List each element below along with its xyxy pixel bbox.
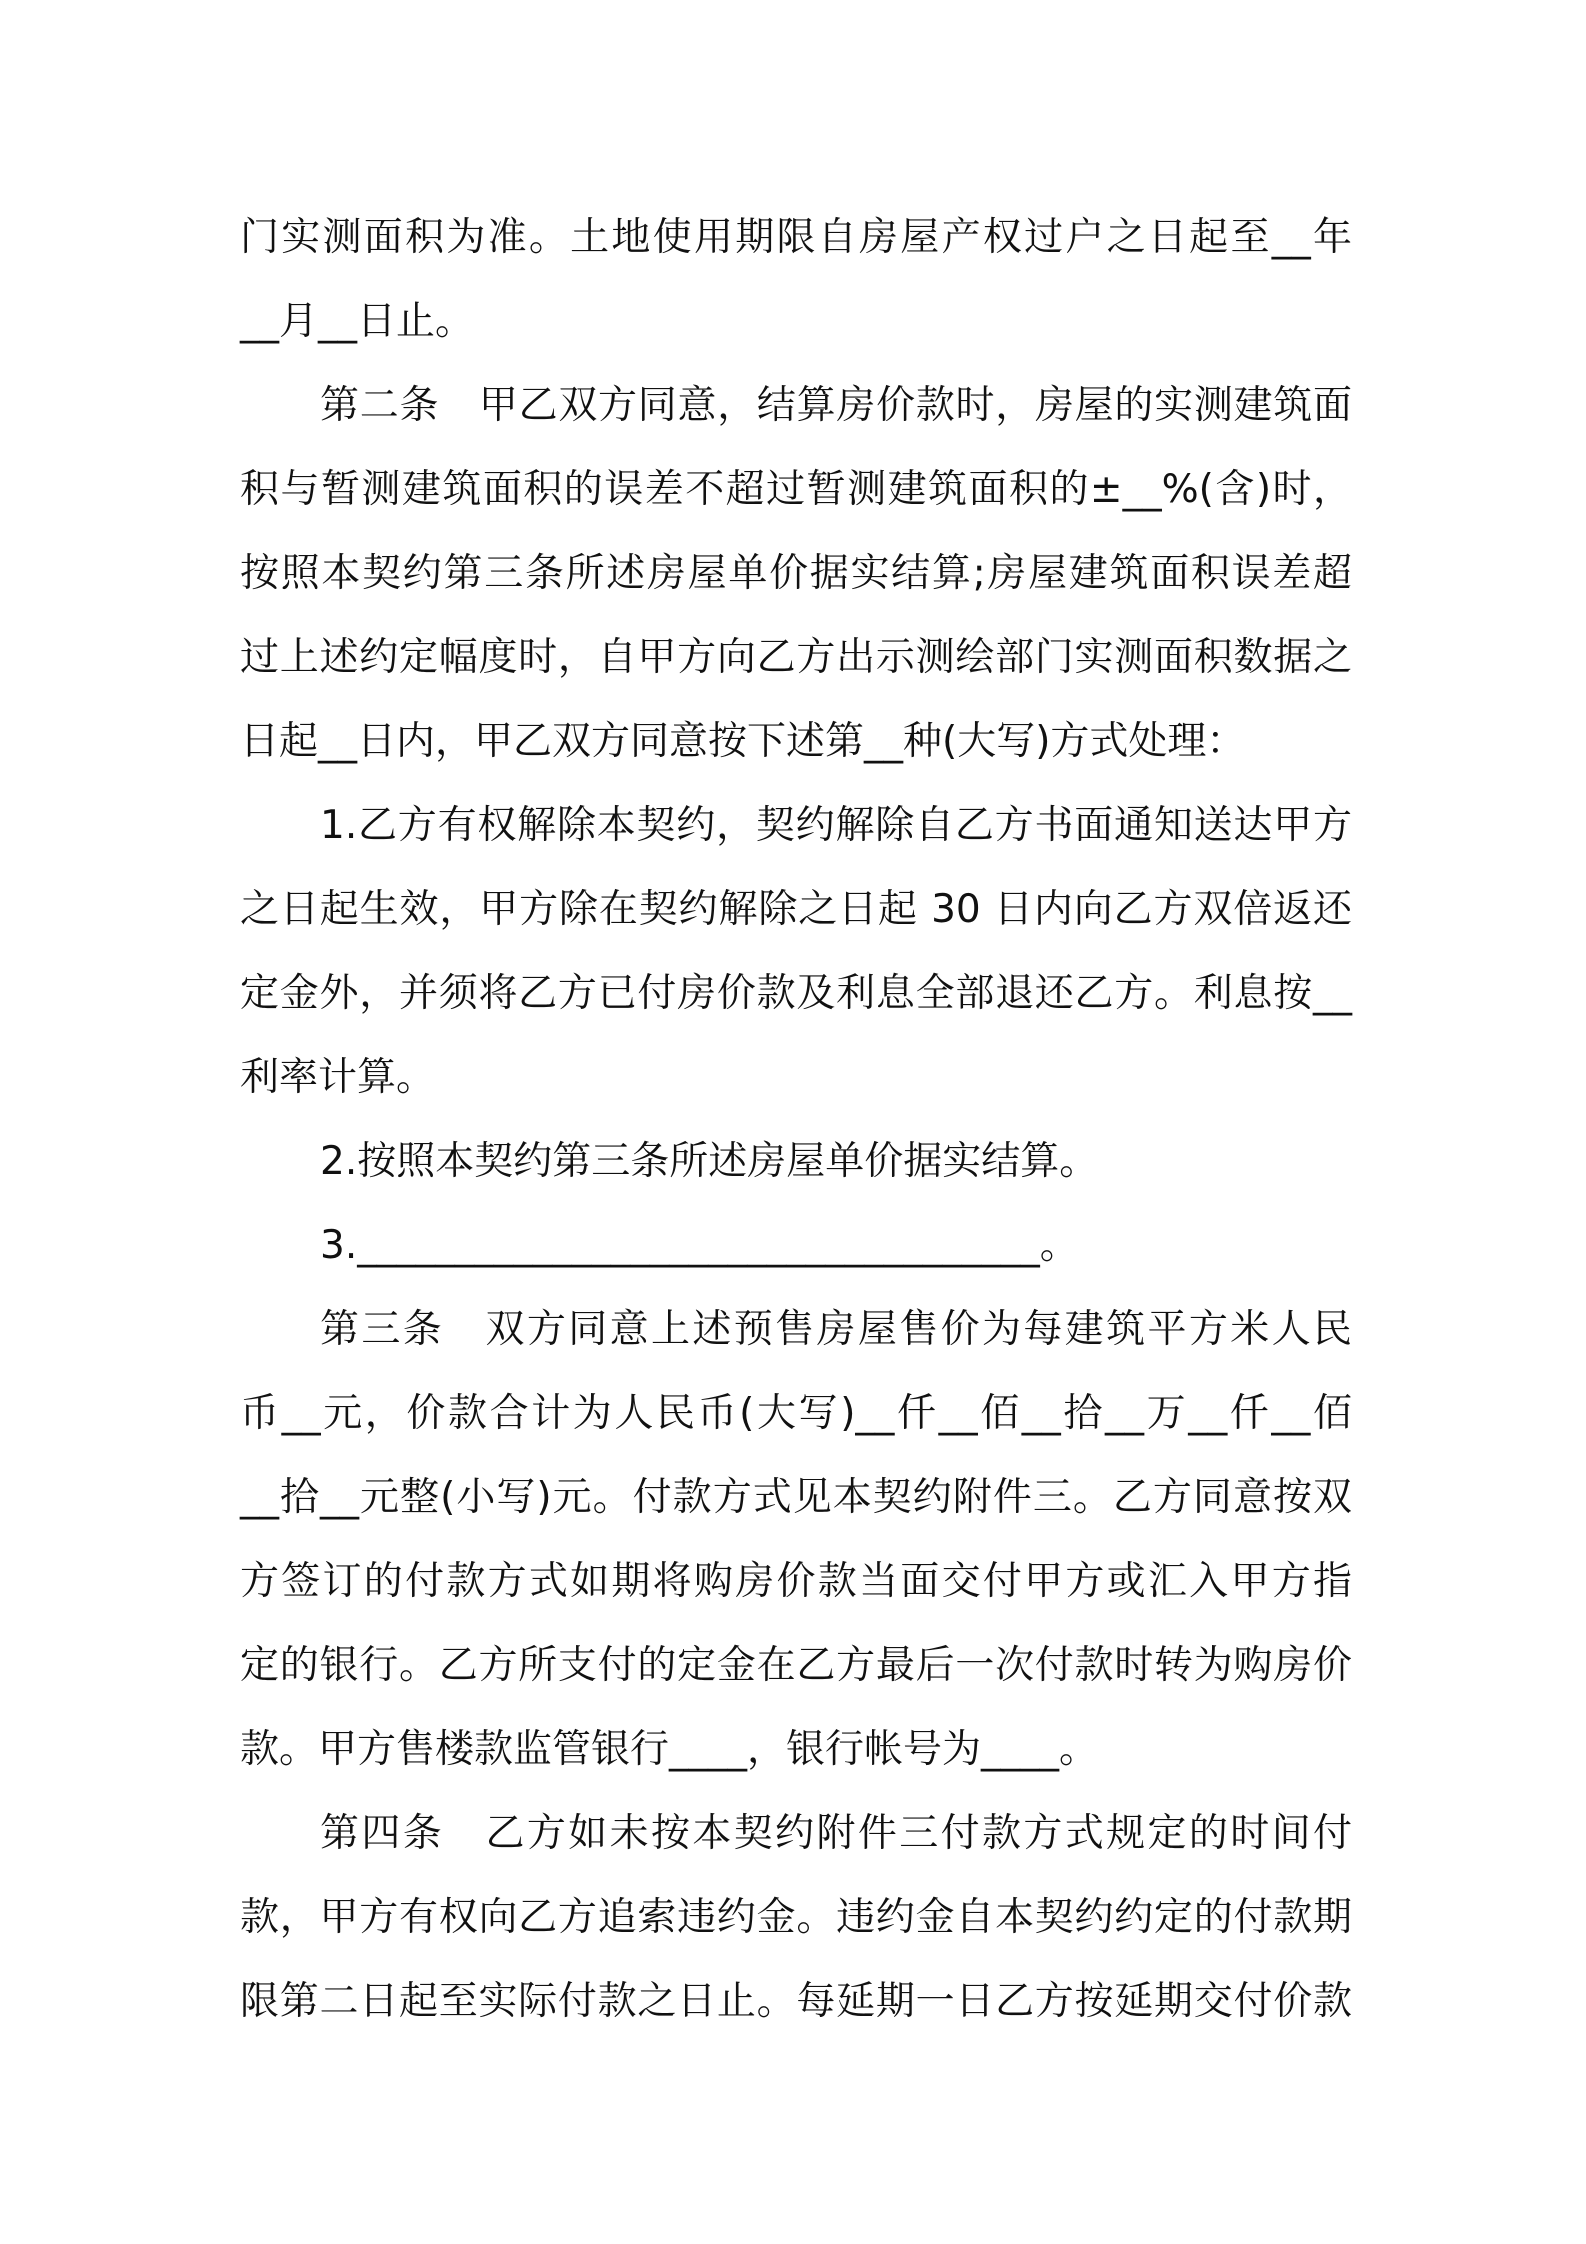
text-line: 款。甲方售楼款监管银行____，银行帐号为____。 <box>240 1727 1099 1772</box>
text-line: 过上述约定幅度时，自甲方向乙方出示测绘部门实测面积数据之 <box>240 635 1352 680</box>
text-line: 门实测面积为准。土地使用期限自房屋产权过户之日起至__年 <box>240 215 1352 260</box>
text-line: 币__元，价款合计为人民币(大写)__仟__佰__拾__万__仟__佰 <box>240 1391 1352 1436</box>
text-line: __拾__元整(小写)元。付款方式见本契约附件三。乙方同意按双 <box>240 1475 1352 1520</box>
text-line: 利率计算。 <box>240 1055 436 1100</box>
option-1-line: 1.乙方有权解除本契约，契约解除自乙方书面通知送达甲方 <box>320 803 1352 848</box>
text-line: __月__日止。 <box>240 299 475 344</box>
text-line: 定金外，并须将乙方已付房价款及利息全部退还乙方。利息按__ <box>240 971 1352 1016</box>
text-line: 积与暂测建筑面积的误差不超过暂测建筑面积的±__%(含)时， <box>240 467 1352 512</box>
text-line: 之日起生效，甲方除在契约解除之日起 30 日内向乙方双倍返还 <box>240 887 1352 932</box>
option-3-line: 3.___________________________________。 <box>320 1223 1079 1268</box>
text-line: 款，甲方有权向乙方追索违约金。违约金自本契约约定的付款期 <box>240 1895 1352 1940</box>
article-4-heading-line: 第四条 乙方如未按本契约附件三付款方式规定的时间付 <box>320 1811 1352 1856</box>
article-2-heading-line: 第二条 甲乙双方同意，结算房价款时，房屋的实测建筑面 <box>320 383 1352 428</box>
text-line: 方签订的付款方式如期将购房价款当面交付甲方或汇入甲方指 <box>240 1559 1352 1604</box>
option-2-line: 2.按照本契约第三条所述房屋单价据实结算。 <box>320 1139 1099 1184</box>
text-line: 按照本契约第三条所述房屋单价据实结算;房屋建筑面积误差超 <box>240 551 1352 596</box>
contract-text <box>240 196 1352 2044</box>
article-3-heading-line: 第三条 双方同意上述预售房屋售价为每建筑平方米人民 <box>320 1307 1352 1352</box>
text-line: 限第二日起至实际付款之日止。每延期一日乙方按延期交付价款 <box>240 1979 1352 2024</box>
text-line: 日起__日内，甲乙双方同意按下述第__种(大写)方式处理： <box>240 719 1246 764</box>
text-line: 定的银行。乙方所支付的定金在乙方最后一次付款时转为购房价 <box>240 1643 1352 1688</box>
